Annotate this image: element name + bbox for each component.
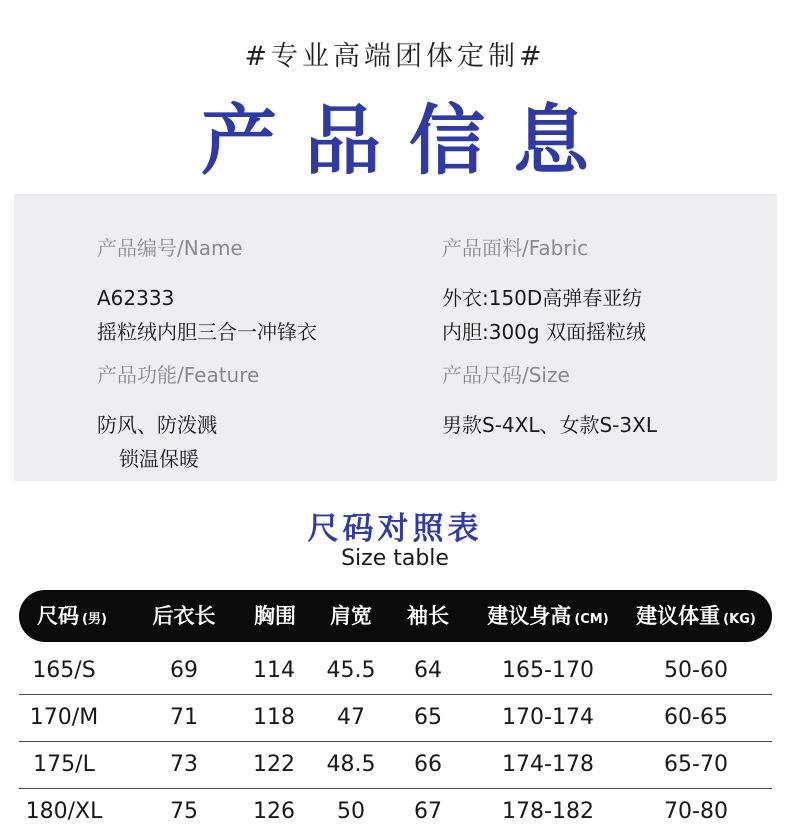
info-size-range: 男款S-4XL、女款S-3XL	[442, 413, 657, 437]
page-title: 产品信息	[201, 96, 617, 185]
cell-height: 170-174	[502, 705, 594, 730]
size-table-title: 尺码对照表	[307, 511, 483, 547]
info-feature-1: 防风、防泼溅	[97, 413, 217, 437]
product-info-panel	[14, 194, 777, 481]
cell-size: 170/M	[29, 705, 99, 730]
cell-weight: 70-80	[664, 799, 728, 824]
info-size-label: 产品尺码/Size	[442, 363, 570, 387]
size-table-header	[19, 590, 772, 642]
cell-chest: 118	[253, 705, 295, 730]
header-size: 尺码 (男)	[37, 604, 107, 628]
cell-back-length: 75	[170, 799, 198, 824]
cell-sleeve: 66	[414, 752, 442, 777]
info-fabric-block	[442, 232, 646, 349]
cell-height: 165-170	[502, 658, 594, 683]
table-row	[19, 695, 772, 742]
cell-sleeve: 65	[414, 705, 442, 730]
cell-shoulder: 48.5	[326, 752, 376, 777]
header-shoulder: 肩宽	[330, 604, 372, 628]
cell-height: 178-182	[502, 799, 594, 824]
cell-back-length: 69	[170, 658, 198, 683]
cell-weight: 60-65	[664, 705, 728, 730]
cell-height: 174-178	[502, 752, 594, 777]
cell-size: 165/S	[32, 658, 96, 683]
cell-weight: 65-70	[664, 752, 728, 777]
info-name-block	[97, 232, 317, 349]
hashtag-heading: #专业高端团体定制#	[244, 41, 546, 72]
cell-sleeve: 67	[414, 799, 442, 824]
info-name-code: A62333	[97, 286, 175, 310]
info-name-desc: 摇粒绒内胆三合一冲锋衣	[97, 320, 317, 344]
table-row	[19, 648, 772, 695]
cell-sleeve: 64	[414, 658, 442, 683]
cell-size: 180/XL	[25, 799, 103, 824]
cell-chest: 122	[253, 752, 295, 777]
info-feature-label: 产品功能/Feature	[97, 363, 260, 387]
table-row	[19, 789, 772, 835]
info-feature-2: 锁温保暖	[119, 447, 199, 471]
info-name-label: 产品编号/Name	[97, 236, 243, 260]
table-row	[19, 742, 772, 789]
cell-back-length: 71	[170, 705, 198, 730]
cell-shoulder: 47	[337, 705, 365, 730]
cell-back-length: 73	[170, 752, 198, 777]
cell-size: 175/L	[33, 752, 95, 777]
info-size-block	[442, 359, 657, 442]
info-fabric-inner: 内胆:300g 双面摇粒绒	[442, 320, 646, 344]
cell-chest: 126	[253, 799, 295, 824]
header-weight: 建议体重 (KG)	[636, 604, 756, 628]
info-feature-block	[97, 359, 259, 476]
header-chest: 胸围	[254, 604, 296, 628]
info-fabric-outer: 外衣:150D高弹春亚纺	[442, 286, 643, 310]
header-sleeve: 袖长	[407, 604, 449, 628]
cell-shoulder: 50	[337, 799, 365, 824]
header-back-length: 后衣长	[152, 604, 216, 628]
info-fabric-label: 产品面料/Fabric	[442, 236, 589, 260]
header-height: 建议身高 (CM)	[487, 604, 609, 628]
cell-chest: 114	[253, 658, 295, 683]
size-table-subtitle: Size table	[341, 546, 449, 571]
cell-weight: 50-60	[664, 658, 728, 683]
cell-shoulder: 45.5	[326, 658, 376, 683]
